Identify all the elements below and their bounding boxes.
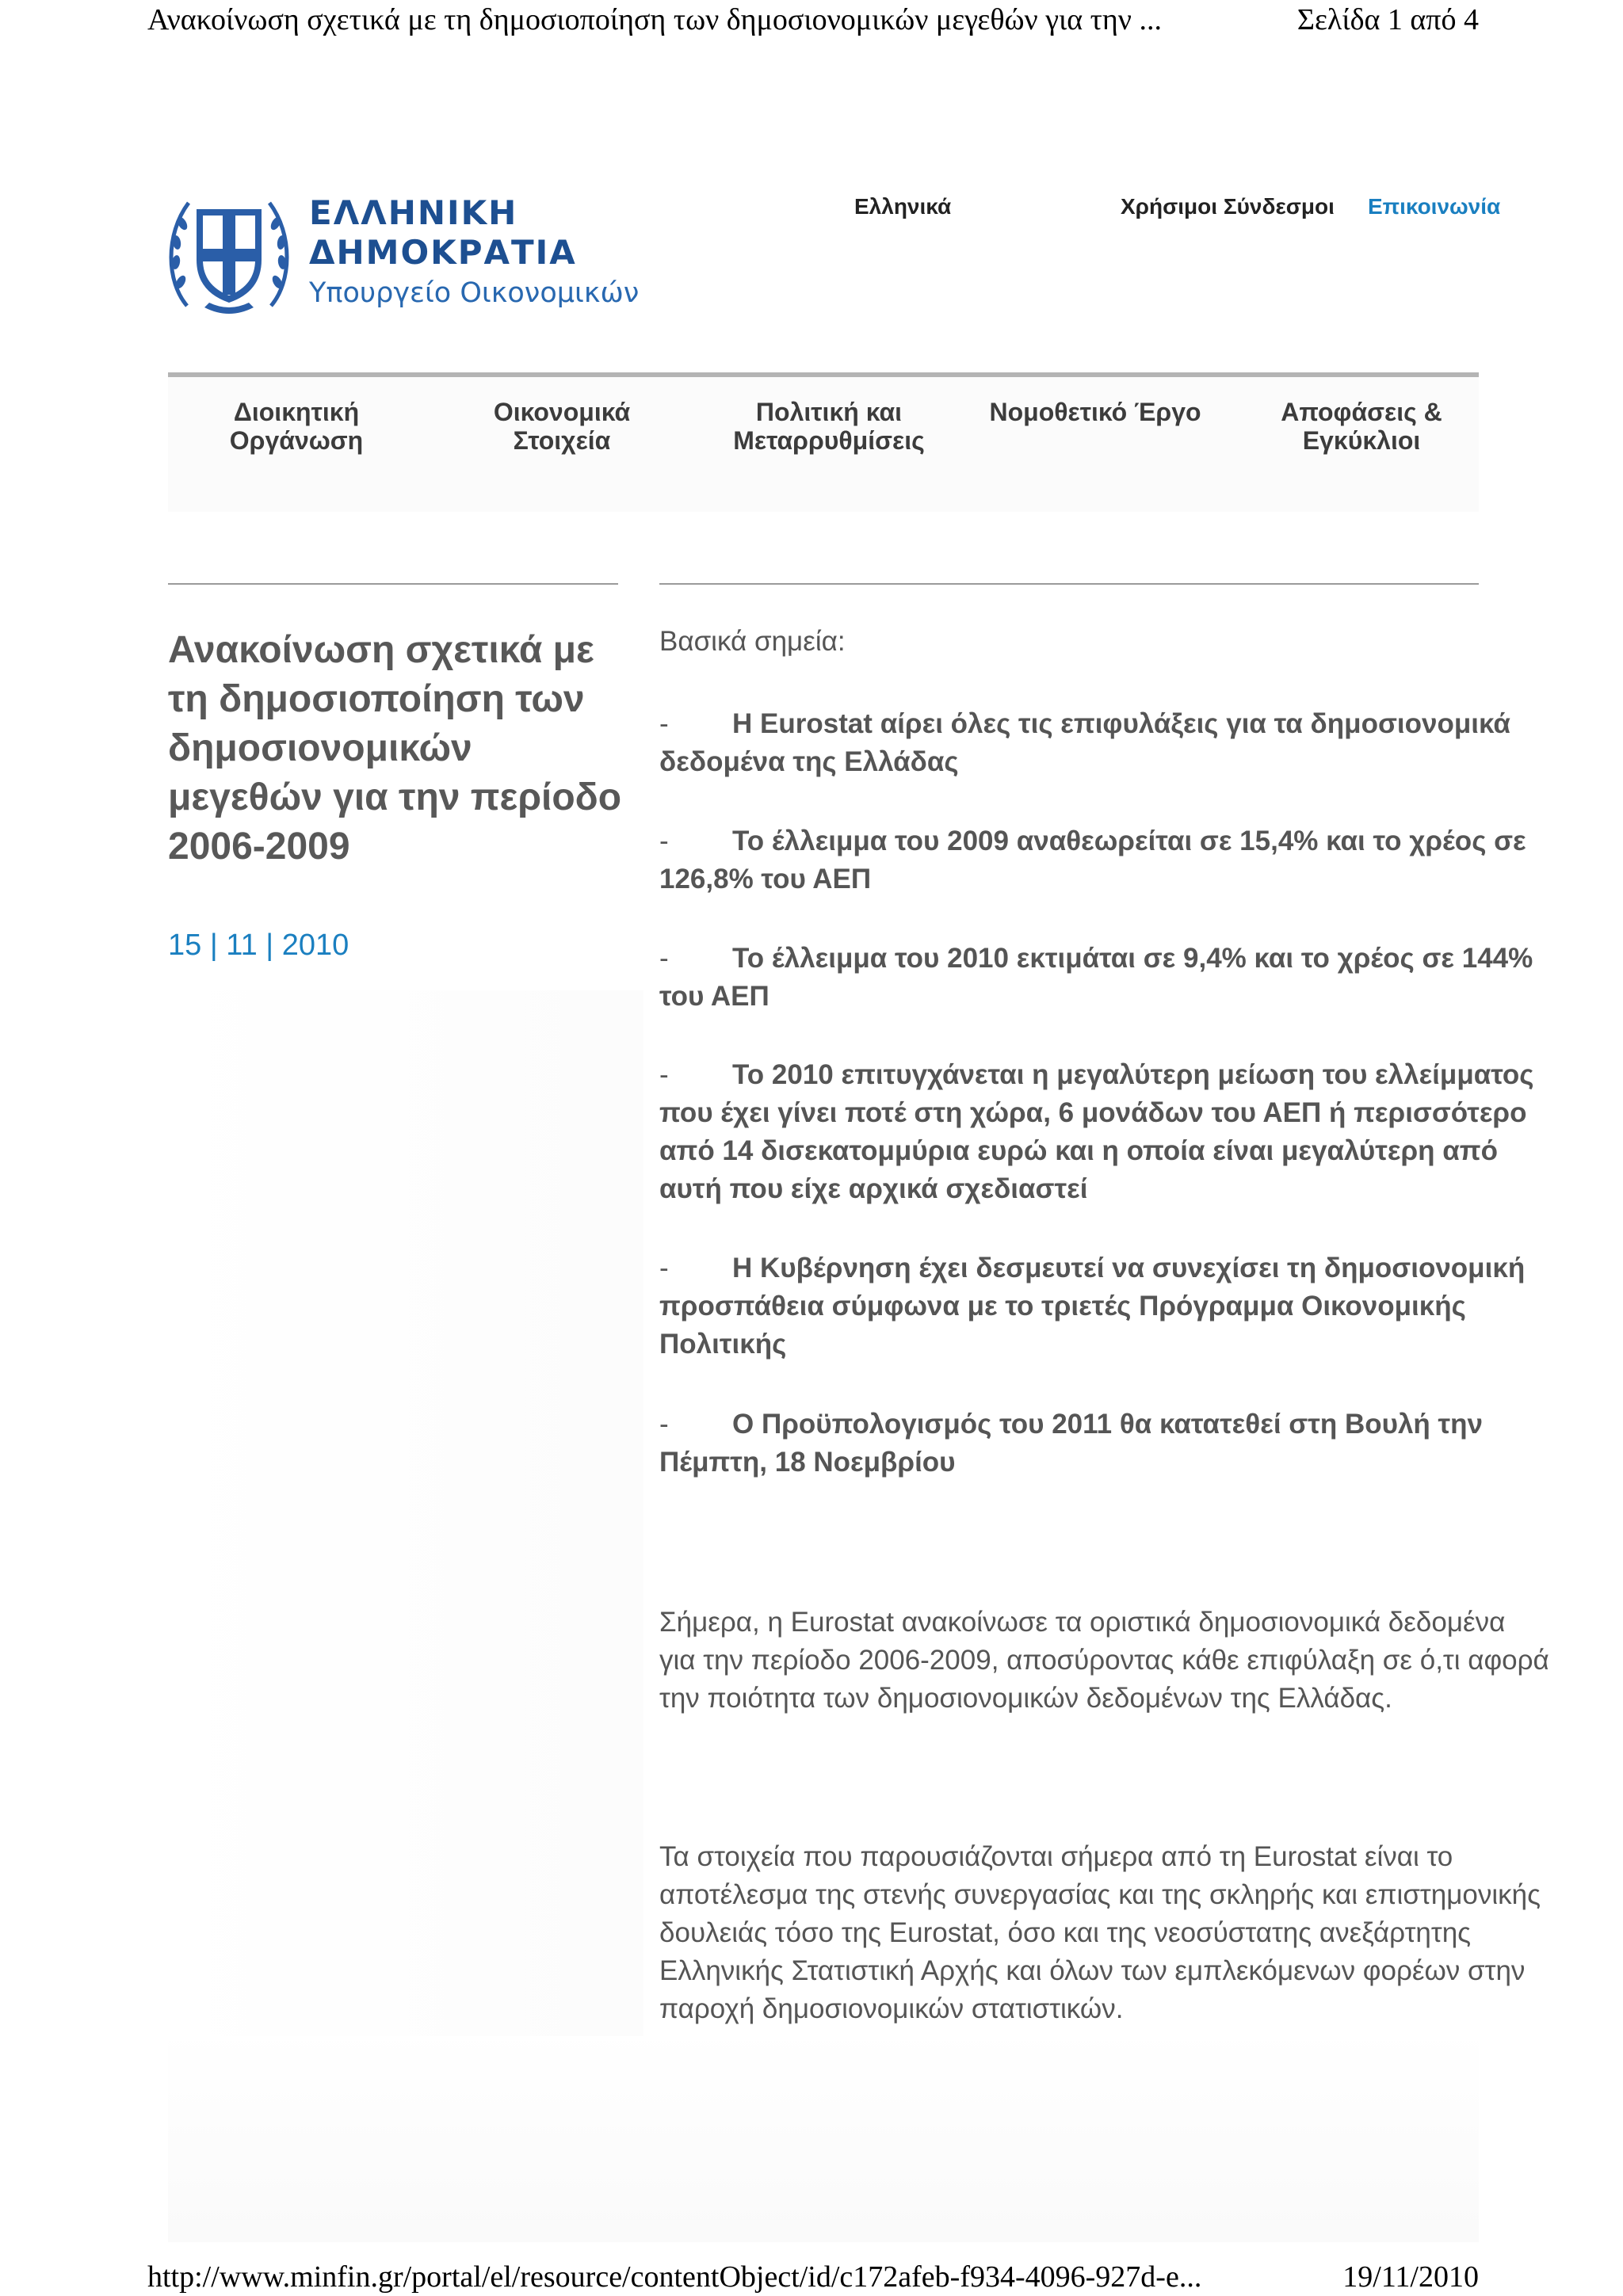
paragraph-line: την ποιότητα των δημοσιονομικών δεδομένων της Ελλάδας. [659,1683,1392,1714]
point-line: Το έλλειμμα του 2010 εκτιμάται σε 9,4% και το χρέος σε 144% [732,943,1533,974]
nav-label-line: Στοιχεία [513,426,611,455]
point-line: Πολιτικής [659,1329,787,1360]
paragraph-line: αποτέλεσμα της στενής συνεργασίας και της σκληρής και επιστημονικής [659,1879,1541,1910]
nav-label-line: Νομοθετικό Έργο [989,398,1201,426]
article-date: 15 | 11 | 2010 [168,929,349,962]
page-bottom-shade [168,2028,1479,2242]
bullet-dash: - [659,826,669,856]
paragraph-line: Ελληνικής Στατιστική Αρχής και όλων των εμπλεκόμενων φορέων στην [659,1955,1526,1986]
language-link[interactable]: Ελληνικά [854,194,952,219]
body-paragraph [659,1604,1549,1718]
content-divider [659,583,1479,585]
logo-subtitle: Υπουργείο Οικονομικών [309,277,640,309]
point-line: Η Eurostat αίρει όλες τις επιφυλάξεις για τα δημοσιονομικά [732,708,1510,739]
nav-label-line: Μεταρρυθμίσεις [733,426,925,455]
point-line: Το έλλειμμα του 2009 αναθεωρείται σε 15,4% και το χρέος σε [732,826,1526,856]
nav-item-administration[interactable] [170,398,423,455]
sidebar-shade [168,990,643,2036]
print-header-title: Ανακοίνωση σχετικά με τη δημοσιοποίηση των δημοσιονομικών μεγεθών για την ... [147,3,1162,36]
nav-label-line: Αποφάσεις & [1281,398,1442,426]
nav-item-decisions-circulars[interactable] [1235,398,1488,455]
nav-label-line: Πολιτική και [755,398,903,426]
point-line: που έχει γίνει ποτέ στη χώρα, 6 μονάδων του ΑΕΠ ή περισσότερο [659,1097,1527,1128]
paragraph-line: Τα στοιχεία που παρουσιάζονται σήμερα από τη Eurostat είναι το [659,1841,1453,1872]
title-line: δημοσιονομικών [168,727,472,769]
nav-item-legislation[interactable] [968,398,1222,426]
sidebar-divider [168,583,618,585]
print-footer-url: http://www.minfin.gr/portal/el/resource/contentObject/id/c172afeb-f934-4096-927d-e... [147,2260,1202,2294]
page-title [168,626,628,871]
utility-nav [0,194,1501,226]
paragraph-line: δουλειάς τόσο της Eurostat, όσο και της νεοσύστατης ανεξάρτητης [659,1917,1472,1948]
point-line: δεδομένα της Ελλάδας [659,746,959,777]
key-point [659,705,1510,781]
logo-title: ΕΛΛΗΝΙΚΗ ΔΗΜΟΚΡΑΤΙΑ [309,193,577,272]
useful-links-link[interactable]: Χρήσιμοι Σύνδεσμοι [1121,194,1335,219]
article-body [659,618,1549,2044]
print-footer-date: 19/11/2010 [1342,2260,1479,2294]
bullet-dash: - [659,1059,669,1090]
title-line: τη δημοσιοποίηση των [168,678,585,720]
nav-item-policy-reforms[interactable] [702,398,956,455]
print-page-number: Σελίδα 1 από 4 [1296,3,1479,36]
bullet-dash: - [659,1253,669,1283]
contact-link[interactable]: Επικοινωνία [1368,194,1501,219]
nav-item-financial-data[interactable] [435,398,689,455]
title-line: 2006-2009 [168,826,350,868]
point-line: του ΑΕΠ [659,981,769,1012]
point-line: Η Κυβέρνηση έχει δεσμευτεί να συνεχίσει τη δημοσιονομική [732,1253,1526,1283]
print-footer [147,2258,1479,2296]
body-paragraph [659,1838,1541,2028]
title-line: Ανακοίνωση σχετικά με [168,629,594,671]
key-point [659,940,1533,1016]
paragraph-line: παροχή δημοσιονομικών στατιστικών. [659,1993,1124,2024]
bullet-dash: - [659,1409,669,1440]
key-point [659,822,1526,898]
point-line: Ο Προϋπολογισμός του 2011 θα κατατεθεί στη Βουλή την [732,1409,1483,1440]
point-line: προσπάθεια σύμφωνα με το τριετές Πρόγραμμα Οικονομικής [659,1291,1466,1322]
key-points-heading: Βασικά σημεία: [659,626,846,657]
key-point [659,1249,1525,1363]
nav-label-line: Εγκύκλιοι [1302,426,1421,455]
point-line: αυτή που είχε αρχικά σχεδιαστεί [659,1173,1088,1204]
nav-label-line: Οργάνωση [229,426,364,455]
point-line: 126,8% του ΑΕΠ [659,864,872,894]
bullet-dash: - [659,708,669,739]
nav-label-line: Οικονομικά [493,398,631,426]
key-point [659,1405,1483,1482]
point-line: Πέμπτη, 18 Νοεμβρίου [659,1447,956,1478]
title-line: μεγεθών για την περίοδο [168,776,622,818]
nav-label-line: Διοικητική [233,398,360,426]
key-point [659,1056,1533,1208]
point-line: από 14 δισεκατομμύρια ευρώ και η οποία είναι μεγαλύτερη από [659,1135,1498,1166]
print-header [147,0,1479,40]
paragraph-line: για την περίοδο 2006-2009, αποσύροντας κάθε επιφύλαξη σε ό,τι αφορά [659,1645,1549,1676]
point-line: Το 2010 επιτυγχάνεται η μεγαλύτερη μείωση του ελλείμματος [732,1059,1534,1090]
contact-link-clip [1368,194,1501,226]
paragraph-line: Σήμερα, η Eurostat ανακοίνωσε τα οριστικά δημοσιονομικά δεδομένα [659,1607,1506,1638]
bullet-dash: - [659,943,669,974]
